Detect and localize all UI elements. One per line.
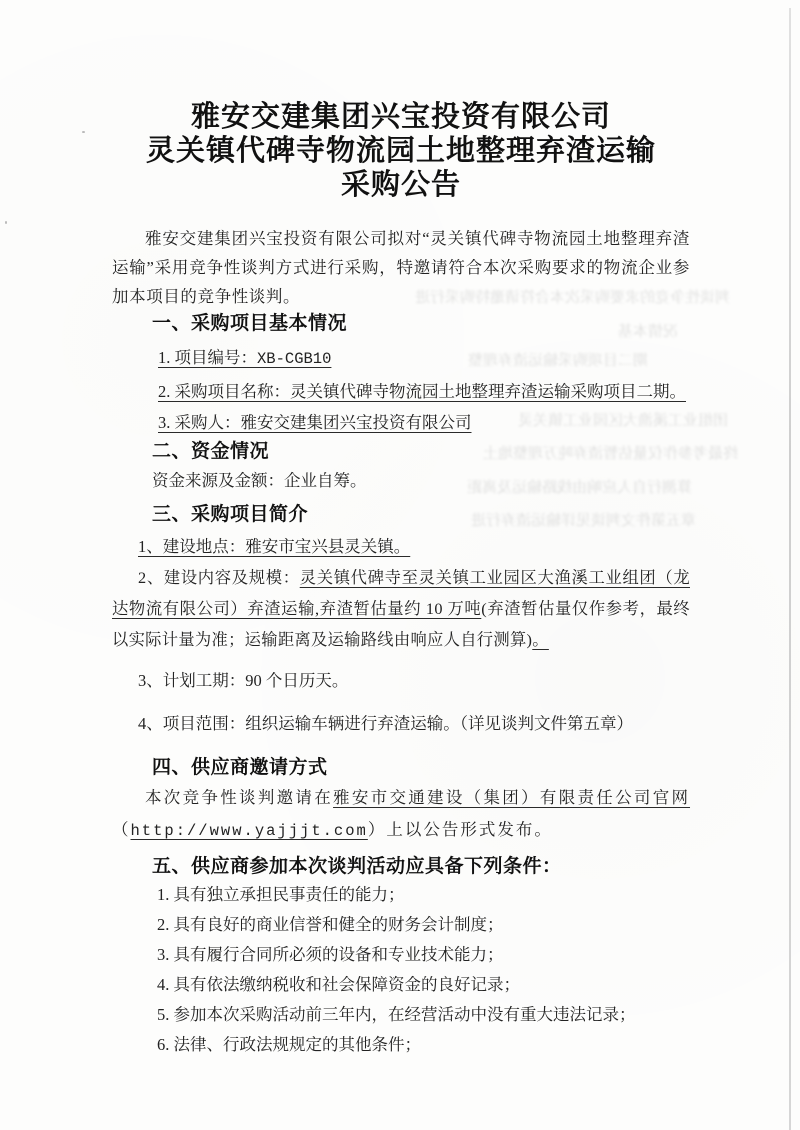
title-line-3: 采购公告 [340,169,461,201]
section-2-heading: 二、资金情况 [152,440,270,462]
bleed-through-text: 况情本基 [617,324,678,340]
supplier-conditions-list [157,880,690,1060]
official-site-name: 雅安市交通建设（集团）有限责任公司官网 [333,788,691,807]
section-5-heading: 五、供应商参加本次谈判活动应具备下列条件： [152,856,562,877]
section-1-items [158,342,690,439]
document-title [112,100,690,202]
title-line-2: 灵关镇代碑寺物流园土地整理弃渣运输 [145,135,656,167]
project-range-line: 4、项目范围：组织运输车辆进行弃渣运输。（详见谈判文件第五章） [138,714,633,733]
official-site-url: http://www.yajjjt.com [130,822,368,840]
title-line-1: 雅安交建集团兴宝投资有限公司 [190,101,611,133]
intro-paragraph: 雅安交建集团兴宝投资有限公司拟对“灵关镇代碑寺物流园土地整理弃渣运输”采用竞争性谈判方式进行采购，特邀请符合本次采购要求的物流企业参加本项目的竞争性谈判。 [112,229,690,306]
invitation-post: 上以公告形式发布。 [386,820,553,839]
scan-speck [82,131,85,133]
project-number-line [158,342,690,376]
condition-item: 1. 具有独立承担民事责任的能力； [157,885,405,904]
paren-open: （ [112,820,131,839]
project-number-label: 1. 项目编号： [158,348,257,367]
bleed-through-text: 团组业工溪渔大区园业工镇关灵 [517,413,728,429]
invitation-paragraph [112,782,690,847]
schedule-line: 3、计划工期：90 个日历天。 [138,671,349,690]
section-1-heading: 一、采购项目基本情况 [152,313,348,334]
section-4-heading: 四、供应商邀请方式 [152,757,328,778]
page-edge-line [789,8,791,1130]
condition-item: 5. 参加本次采购活动前三年内，在经营活动中没有重大违法记录； [157,1005,636,1024]
condition-item: 6. 法律、行政法规规定的其他条件； [157,1035,421,1054]
bleed-through-text: 章五第件文判谈见详输运渣弃行进 [470,513,696,529]
condition-item: 4. 具有依法缴纳税收和社会保障资金的良好记录； [157,975,520,994]
bleed-through-text: 算测行自人应响由线路输运及离距 [466,480,692,496]
construction-site-line: 1、建设地点：雅安市宝兴县灵关镇。 [138,537,411,556]
project-name-line: 2. 采购项目名称：灵关镇代碑寺物流园土地整理弃渣运输采购项目二期。 [158,381,686,401]
scan-speck [5,221,7,224]
bleed-through-text: 判谈性争竞的求要购采次本合符请邀特购采行进 [414,290,730,306]
project-number-value: XB-CGB10 [257,350,332,368]
condition-item: 3. 具有履行合同所必须的设备和专业技术能力； [157,945,504,964]
scope-plain: (弃渣暂估量仅作参考，最终以实际计量为准；运输距离及运输路线由响应人自行测算) [112,599,690,649]
construction-scope-paragraph [112,562,690,655]
scope-underlined: 灵关镇代碑寺至灵关镇工业园区大渔溪工业组团（龙达物流有限公司）弃渣运输,弃渣暂估量约 10 万吨 [112,568,690,618]
section-3-heading: 三、采购项目简介 [152,504,309,525]
bleed-through-text: 终最考参作仅量估暂渣弃吨万理整地土 [482,446,738,462]
document-content [112,0,690,1060]
scope-label: 2、建设内容及规模： [138,568,300,587]
scope-end: 。 [532,630,549,649]
purchaser-line: 3. 采购人：雅安交建集团兴宝投资有限公司 [158,413,472,432]
condition-item: 2. 具有良好的商业信誉和健全的财务会计制度； [157,915,504,934]
funding-source-line: 资金来源及金额：企业自筹。 [152,470,367,490]
bleed-through-text: 期二目项购采输运渣弃理整 [467,353,648,369]
paren-close: ） [367,820,387,839]
invitation-pre: 本次竞争性谈判邀请在 [145,788,334,807]
